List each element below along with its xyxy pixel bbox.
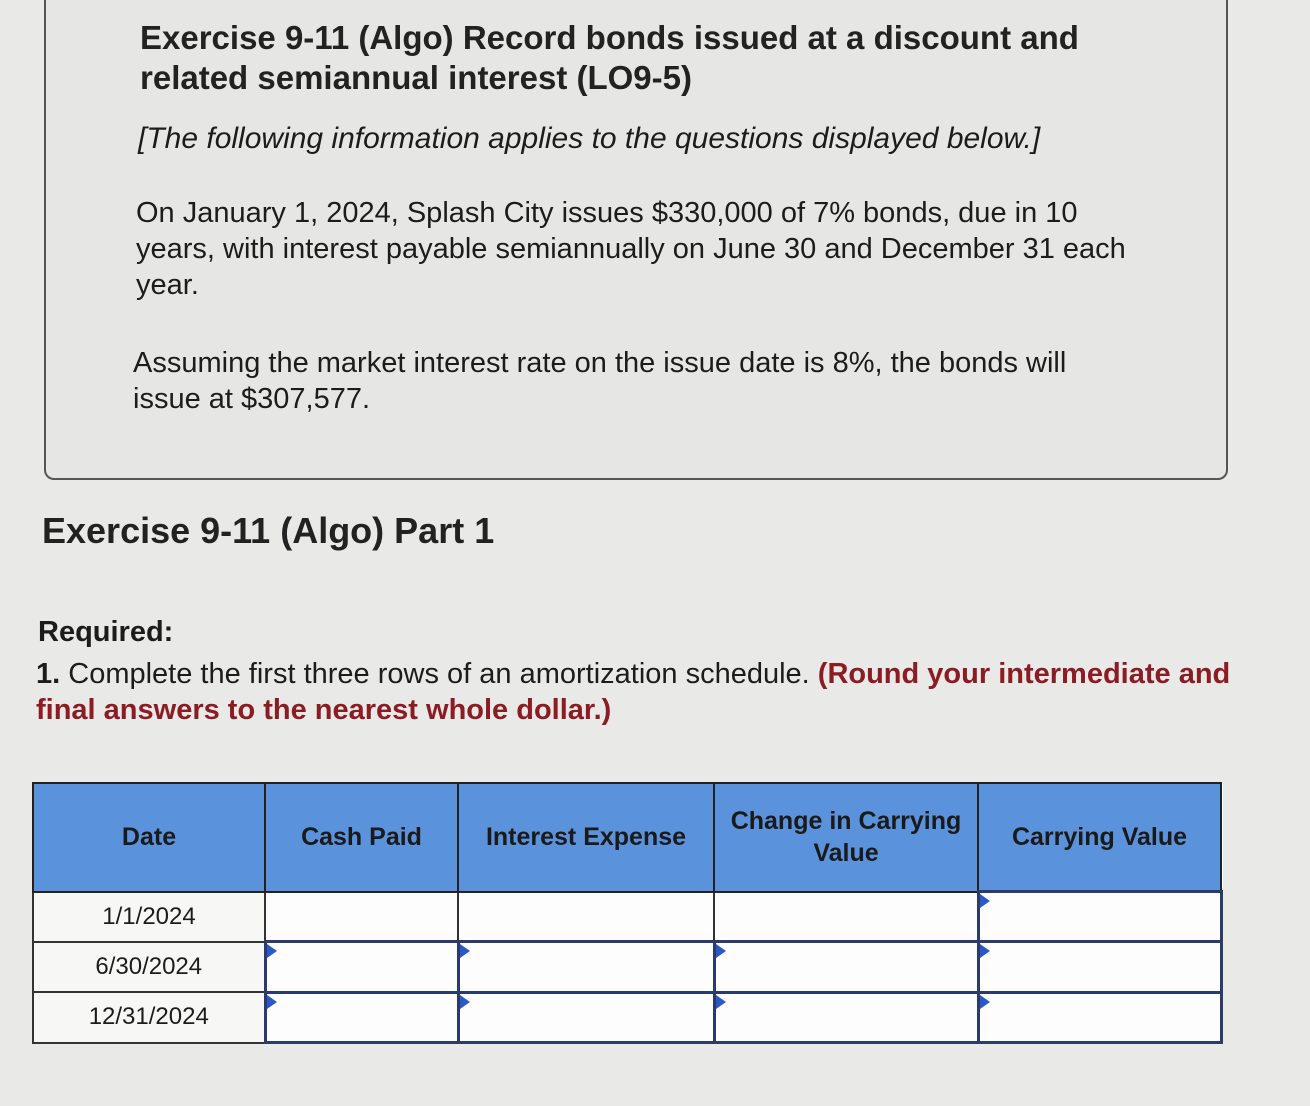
input-indicator-icon <box>267 944 277 958</box>
table-header-row <box>33 783 1221 892</box>
exercise-title: Exercise 9-11 (Algo) Record bonds issued at a discount and related semiannual interest (LO9-5) <box>140 19 1079 96</box>
row-date: 6/30/2024 <box>33 942 265 992</box>
header-cash-paid: Cash Paid <box>265 783 458 892</box>
required-label: Required: <box>38 616 174 648</box>
carrying-value-input[interactable] <box>978 942 1221 992</box>
interest-expense-input[interactable] <box>458 992 714 1042</box>
item-number: 1. <box>36 658 61 690</box>
interest-expense-input[interactable] <box>458 942 714 992</box>
row-date: 1/1/2024 <box>33 892 265 942</box>
change-in-carrying-value-input[interactable] <box>714 942 978 992</box>
input-indicator-icon <box>716 995 726 1009</box>
interest-expense-cell <box>458 892 714 942</box>
cash-paid-input[interactable] <box>265 942 458 992</box>
input-indicator-icon <box>267 995 277 1009</box>
change-in-carrying-value-cell <box>714 892 978 942</box>
input-indicator-icon <box>460 995 470 1009</box>
amortization-schedule-table <box>32 782 1223 1044</box>
input-indicator-icon <box>980 944 990 958</box>
carrying-value-input[interactable] <box>978 892 1221 942</box>
table-row <box>33 992 1221 1042</box>
input-indicator-icon <box>980 995 990 1009</box>
info-paragraph-2: Assuming the market interest rate on the issue date is 8%, the bonds will issue at $307,577. <box>133 347 1067 415</box>
cash-paid-cell <box>265 892 458 942</box>
header-change-in-carrying-value: Change in Carrying Value <box>714 783 978 892</box>
header-carrying-value: Carrying Value <box>978 783 1221 892</box>
input-indicator-icon <box>980 894 990 908</box>
table-row <box>33 892 1221 942</box>
table-row <box>33 942 1221 992</box>
instruction-text: Complete the first three rows of an amortization schedule. <box>68 658 810 690</box>
info-intro: [The following information applies to the questions displayed below.] <box>138 122 1041 155</box>
rounding-hint: (Round your intermediate and final answers to the nearest whole dollar.) <box>36 658 1231 726</box>
part-heading: Exercise 9-11 (Algo) Part 1 <box>42 510 495 551</box>
change-in-carrying-value-input[interactable] <box>714 992 978 1042</box>
row-date: 12/31/2024 <box>33 992 265 1042</box>
input-indicator-icon <box>460 944 470 958</box>
cash-paid-input[interactable] <box>265 992 458 1042</box>
info-paragraph-1: On January 1, 2024, Splash City issues $330,000 of 7% bonds, due in 10 years, with interest payable semiannually on June 30 and December 31 each year. <box>136 197 1126 301</box>
header-date: Date <box>33 783 265 892</box>
required-instruction <box>36 656 1286 728</box>
header-interest-expense: Interest Expense <box>458 783 714 892</box>
carrying-value-input[interactable] <box>978 992 1221 1042</box>
input-indicator-icon <box>716 944 726 958</box>
